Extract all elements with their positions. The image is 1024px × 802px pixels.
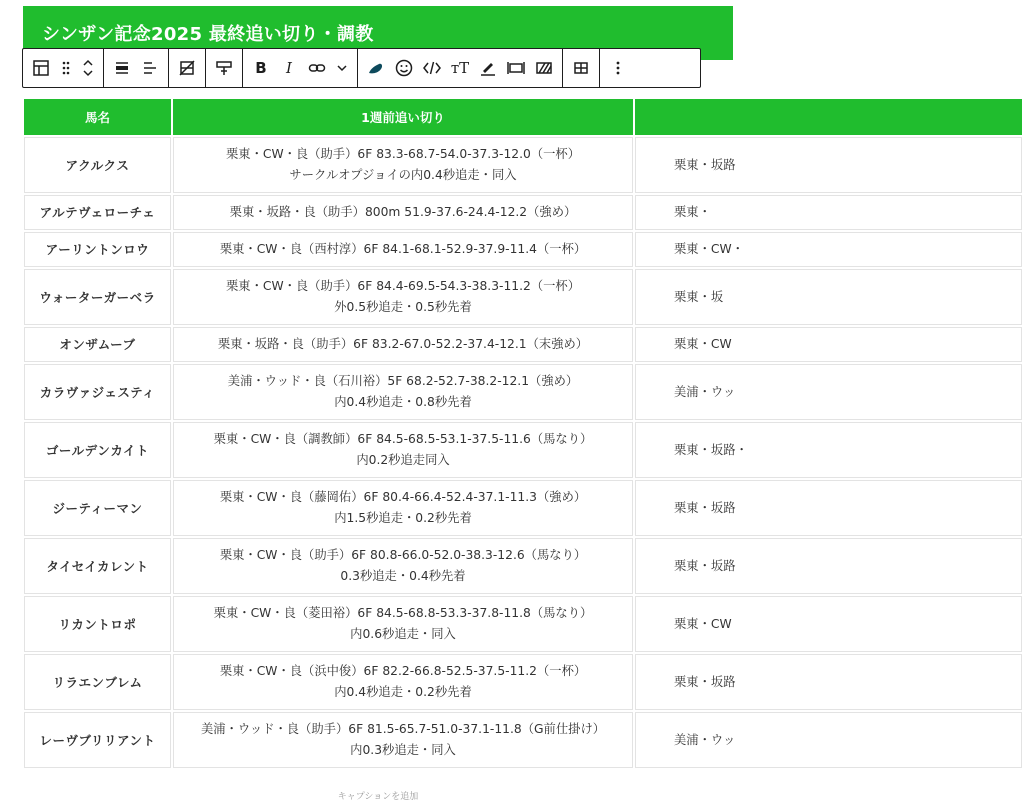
week1-cell[interactable]	[173, 327, 633, 362]
week1-line: 外0.5秒追走・0.5秒先着	[334, 300, 472, 314]
horse-name-cell[interactable]: タイセイカレント	[24, 538, 171, 594]
final-cell[interactable]: 美浦・ウッ	[635, 712, 1022, 768]
italic-icon[interactable]: I	[286, 59, 292, 77]
week1-line: 内0.3秒追走・同入	[350, 743, 456, 757]
table-row	[24, 596, 1022, 652]
toolbar-group-style	[169, 49, 206, 87]
table-icon[interactable]	[27, 53, 55, 83]
week1-cell[interactable]	[173, 538, 633, 594]
table-row	[24, 137, 1022, 193]
table-row	[24, 480, 1022, 536]
week1-cell[interactable]	[173, 269, 633, 325]
table-header-row	[24, 99, 1022, 135]
week1-line: 栗東・CW・良（菱田裕）6F 84.5-68.8-53.3-37.8-11.8（馬なり）	[213, 606, 593, 620]
table-row	[24, 269, 1022, 325]
week1-line: 内1.5秒追走・0.2秒先着	[334, 511, 472, 525]
week1-line: 内0.4秒追走・0.2秒先着	[334, 685, 472, 699]
toolbar-group-format	[243, 49, 358, 87]
text-align-left-icon[interactable]	[136, 53, 164, 83]
color-brush-icon[interactable]	[362, 53, 390, 83]
table-row	[24, 422, 1022, 478]
final-cell[interactable]: 栗東・坂路	[635, 538, 1022, 594]
align-icon[interactable]	[108, 53, 136, 83]
table-row	[24, 327, 1022, 362]
final-cell[interactable]: 栗東・坂	[635, 269, 1022, 325]
week1-line: サークルオプジョイの内0.4秒追走・同入	[289, 168, 517, 182]
week1-line: 美浦・ウッド・良（石川裕）5F 68.2-52.7-38.2-12.1（強め）	[227, 374, 579, 388]
code-icon[interactable]	[418, 53, 446, 83]
horse-name-cell[interactable]: カラヴァジェスティ	[24, 364, 171, 420]
training-table	[22, 97, 1024, 770]
header-week1[interactable]: 1週前追い切り	[173, 99, 633, 135]
chevron-down-icon[interactable]	[331, 53, 353, 83]
toolbar-group-block	[23, 49, 104, 87]
more-options-icon[interactable]	[604, 53, 632, 83]
final-cell[interactable]: 栗東・坂路・	[635, 422, 1022, 478]
insert-row-icon[interactable]	[210, 53, 238, 83]
caption-placeholder[interactable]: キャプションを追加	[337, 792, 419, 802]
drag-handle-icon[interactable]	[55, 53, 77, 83]
week1-line: 栗東・坂路・良（助手）800m 51.9-37.6-24.4-12.2（強め）	[229, 205, 577, 219]
link-icon[interactable]	[303, 53, 331, 83]
final-cell[interactable]: 栗東・CW	[635, 327, 1022, 362]
horse-name-cell[interactable]: ウォーターガーベラ	[24, 269, 171, 325]
hatch-icon[interactable]	[530, 53, 558, 83]
week1-line: 栗東・CW・良（調教師）6F 84.5-68.5-53.1-37.5-11.6（馬なり）	[213, 432, 593, 446]
week1-line: 栗東・CW・良（助手）6F 83.3-68.7-54.0-37.3-12.0（一杯）	[225, 147, 581, 161]
table-row	[24, 712, 1022, 768]
toolbar-group-insert	[206, 49, 243, 87]
horse-name-cell[interactable]: レーヴブリリアント	[24, 712, 171, 768]
week1-line: 美浦・ウッド・良（助手）6F 81.5-65.7-51.0-37.1-11.8（G前仕掛け）	[200, 722, 606, 736]
horse-name-cell[interactable]: ゴールデンカイト	[24, 422, 171, 478]
table-row	[24, 538, 1022, 594]
move-up-down-icon[interactable]	[77, 53, 99, 83]
table-row	[24, 654, 1022, 710]
header-final[interactable]	[635, 99, 1022, 135]
week1-line: 栗東・CW・良（助手）6F 84.4-69.5-54.3-38.3-11.2（一杯）	[225, 279, 581, 293]
page-title[interactable]: シンザン記念2025 最終追い切り・調教	[42, 24, 374, 45]
week1-line: 内0.2秒追走同入	[356, 453, 450, 467]
horse-name-cell[interactable]: ジーティーマン	[24, 480, 171, 536]
horse-name-cell[interactable]: アルテヴェローチェ	[24, 195, 171, 230]
week1-cell[interactable]	[173, 195, 633, 230]
week1-cell[interactable]	[173, 137, 633, 193]
week1-line: 内0.4秒追走・0.8秒先着	[334, 395, 472, 409]
toolbar-group-more	[600, 49, 636, 87]
week1-line: 栗東・CW・良（藤岡佑）6F 80.4-66.4-52.4-37.1-11.3（強め）	[219, 490, 587, 504]
final-cell[interactable]: 栗東・CW・	[635, 232, 1022, 267]
horse-name-cell[interactable]: リカントロポ	[24, 596, 171, 652]
table-block[interactable]	[22, 97, 748, 783]
strikethrough-table-icon[interactable]	[173, 53, 201, 83]
final-cell[interactable]: 美浦・ウッ	[635, 364, 1022, 420]
horse-name-cell[interactable]: オンザムーブ	[24, 327, 171, 362]
toolbar-group-table	[563, 49, 600, 87]
table-row	[24, 364, 1022, 420]
week1-line: 栗東・坂路・良（助手）6F 83.2-67.0-52.2-37.4-12.1（末強め）	[217, 337, 589, 351]
horse-name-cell[interactable]: リラエンブレム	[24, 654, 171, 710]
week1-line: 栗東・CW・良（浜中俊）6F 82.2-66.8-52.5-37.5-11.2（一杯）	[219, 664, 587, 678]
week1-cell[interactable]	[173, 232, 633, 267]
table-row	[24, 195, 1022, 230]
toolbar-group-align	[104, 49, 169, 87]
week1-line: 栗東・CW・良（西村淳）6F 84.1-68.1-52.9-37.9-11.4（一杯）	[219, 242, 587, 256]
block-toolbar	[22, 48, 701, 88]
week1-cell[interactable]	[173, 712, 633, 768]
emoji-icon[interactable]	[390, 53, 418, 83]
text-size-icon[interactable]: тT	[450, 59, 470, 77]
week1-cell[interactable]	[173, 480, 633, 536]
final-cell[interactable]: 栗東・坂路	[635, 137, 1022, 193]
final-cell[interactable]: 栗東・CW	[635, 596, 1022, 652]
header-horse-name[interactable]: 馬名	[24, 99, 171, 135]
week1-line: 栗東・CW・良（助手）6F 80.8-66.0-52.0-38.3-12.6（馬なり）	[219, 548, 587, 562]
horse-name-cell[interactable]: アクルクス	[24, 137, 171, 193]
horse-name-cell[interactable]: アーリントンロウ	[24, 232, 171, 267]
week1-cell[interactable]	[173, 654, 633, 710]
final-cell[interactable]: 栗東・坂路	[635, 654, 1022, 710]
table-grid-icon[interactable]	[567, 53, 595, 83]
bold-icon[interactable]: B	[255, 59, 267, 77]
week1-cell[interactable]	[173, 596, 633, 652]
week1-line: 0.3秒追走・0.4秒先着	[340, 569, 466, 583]
border-icon[interactable]	[502, 53, 530, 83]
highlighter-icon[interactable]	[474, 53, 502, 83]
final-cell[interactable]: 栗東・	[635, 195, 1022, 230]
week1-cell[interactable]	[173, 422, 633, 478]
table-row	[24, 232, 1022, 267]
toolbar-group-extra	[358, 49, 563, 87]
week1-cell[interactable]	[173, 364, 633, 420]
final-cell[interactable]: 栗東・坂路	[635, 480, 1022, 536]
week1-line: 内0.6秒追走・同入	[350, 627, 456, 641]
